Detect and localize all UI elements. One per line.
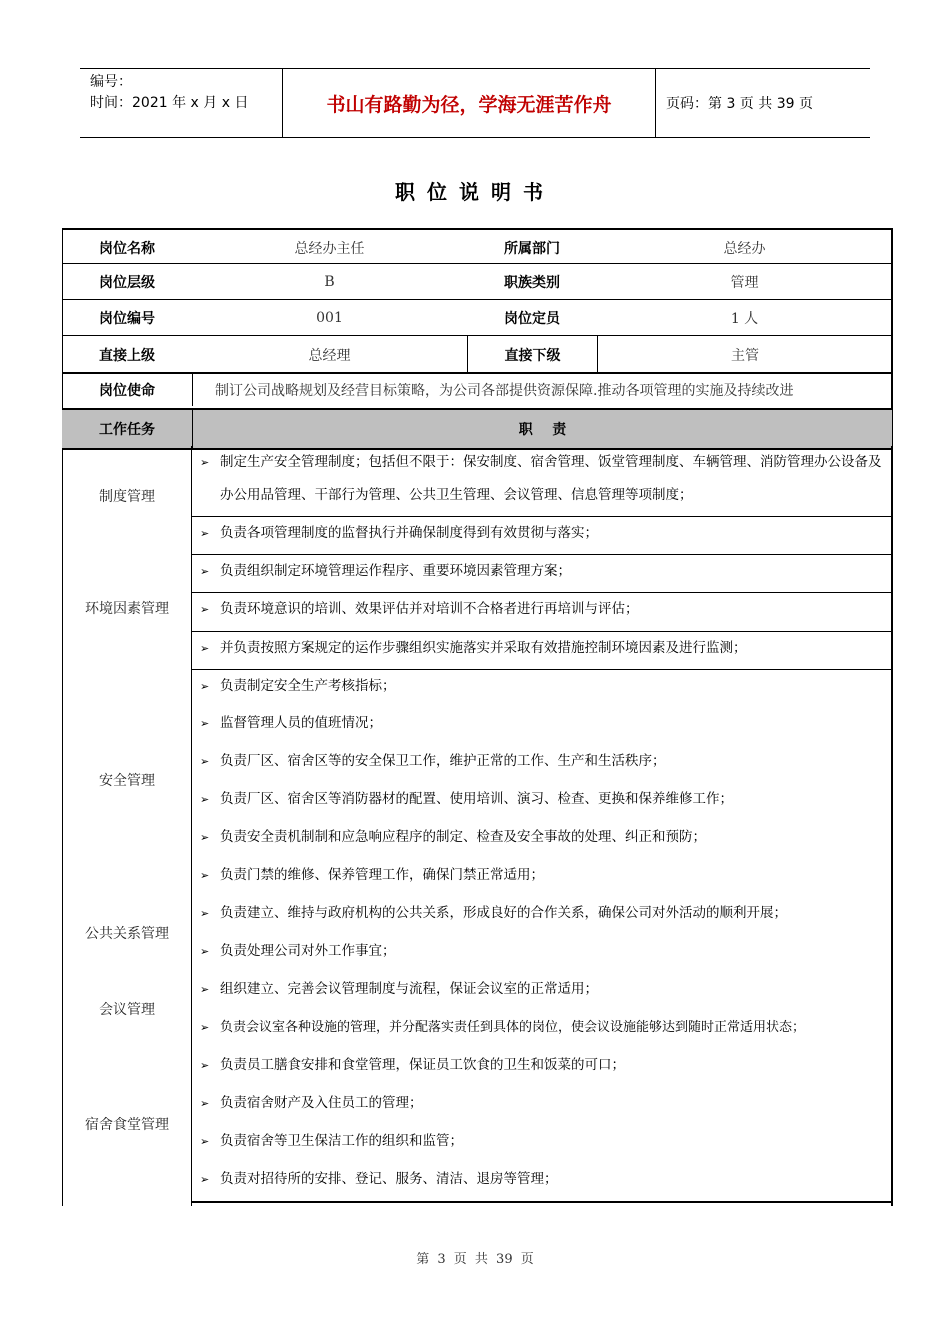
- task-label-dorm-canteen: 宿舍食堂管理: [85, 1117, 169, 1133]
- duty-item: [192, 554, 892, 592]
- arrow-bullet-icon: ➢: [200, 793, 210, 806]
- arrow-bullet-icon: ➢: [200, 603, 210, 616]
- duty-item: [192, 783, 892, 821]
- arrow-bullet-icon: ➢: [200, 1173, 210, 1186]
- page-header: [80, 68, 870, 138]
- value-department: 总经办: [723, 240, 766, 257]
- arrow-bullet-icon: ➢: [200, 869, 210, 882]
- arrow-bullet-icon: ➢: [200, 456, 210, 469]
- value-direct-superior: 总经理: [308, 347, 351, 364]
- label-level: 岗位层级: [99, 275, 155, 291]
- duty-text: 制定生产安全管理制度；包括但不限于：保安制度、宿舍管理、饭堂管理制度、车辆管理、消防管理办公设备及办公用品管理、干部行为管理、公共卫生管理、会议管理、信息管理等项制度；: [220, 454, 882, 503]
- arrow-bullet-icon: ➢: [200, 945, 210, 958]
- mission-row: [62, 372, 892, 406]
- page-footer: 第 3 页 共 39 页: [416, 1252, 534, 1267]
- duty-text: 负责环境意识的培训、效果评估并对培训不合格者进行再培训与评估；: [220, 601, 639, 617]
- label-department: 所属部门: [504, 240, 560, 257]
- task-label-environment: 环境因素管理: [85, 601, 169, 617]
- duty-item: [192, 1087, 892, 1125]
- label-position-code: 岗位编号: [99, 311, 155, 327]
- header-slogan: 书山有路勤为径，学海无涯苦作舟: [282, 69, 656, 137]
- duty-item: [192, 1163, 892, 1203]
- value-mission: 制订公司战略规划及经营目标策略，为公司各部提供资源保障.推动各项管理的实施及持续改进: [192, 374, 892, 406]
- value-direct-subordinate: 主管: [597, 336, 892, 373]
- arrow-bullet-icon: ➢: [200, 831, 210, 844]
- header-duty: 职 责: [192, 410, 892, 448]
- arrow-bullet-icon: ➢: [200, 1059, 210, 1072]
- arrow-bullet-icon: ➢: [200, 1135, 210, 1148]
- arrow-bullet-icon: ➢: [200, 907, 210, 920]
- duty-item: [192, 669, 892, 707]
- info-row-level: [62, 263, 892, 300]
- job-description-table: [62, 228, 892, 1206]
- duty-text: 负责制定安全生产考核指标；: [220, 678, 396, 694]
- duty-item: [192, 631, 892, 669]
- duty-item: [192, 516, 892, 554]
- arrow-bullet-icon: ➢: [200, 680, 210, 693]
- value-position-name: 总经办主任: [294, 240, 365, 257]
- duty-item: [192, 973, 892, 1011]
- duty-item: [192, 1011, 892, 1049]
- duty-item: [192, 935, 892, 973]
- duty-item: [192, 1049, 892, 1087]
- value-headcount: 1 人: [730, 311, 759, 327]
- value-position-code: 001: [316, 310, 343, 326]
- task-label-rules: 制度管理: [99, 489, 155, 505]
- label-job-family: 职族类别: [504, 275, 560, 291]
- duty-item: [192, 821, 892, 859]
- doc-number-label: 编号：: [90, 74, 132, 90]
- duty-text: 并负责按照方案规定的运作步骤组织实施落实并采取有效措施控制环境因素及进行监测；: [220, 640, 747, 656]
- label-direct-superior: 直接上级: [99, 347, 155, 364]
- duty-text: 负责建立、维持与政府机构的公共关系，形成良好的合作关系，确保公司对外活动的顺利开展；: [220, 905, 787, 921]
- arrow-bullet-icon: ➢: [200, 642, 210, 655]
- label-direct-subordinate: 直接下级: [467, 336, 597, 373]
- task-label-public-relations: 公共关系管理: [85, 926, 169, 942]
- task-label-safety: 安全管理: [99, 773, 155, 789]
- duty-item: [192, 859, 892, 897]
- document-title: 职位说明书: [395, 180, 555, 204]
- label-mission: 岗位使命: [99, 383, 155, 399]
- duty-text: 负责会议室各种设施的管理，并分配落实责任到具体的岗位，使会议设施能够达到随时正常适用状态；: [220, 1020, 806, 1035]
- duty-text: 负责门禁的维修、保养管理工作，确保门禁正常适用；: [220, 867, 544, 883]
- info-row-reporting: [62, 335, 892, 373]
- arrow-bullet-icon: ➢: [200, 983, 210, 996]
- duty-text: 负责组织制定环境管理运作程序、重要环境因素管理方案；: [220, 563, 571, 579]
- arrow-bullet-icon: ➢: [200, 527, 210, 540]
- value-job-family: 管理: [730, 275, 759, 291]
- value-level: B: [324, 274, 335, 290]
- duty-text: 负责宿舍财产及入住员工的管理；: [220, 1095, 423, 1111]
- arrow-bullet-icon: ➢: [200, 565, 210, 578]
- duty-item: [192, 745, 892, 783]
- duty-item: [192, 1125, 892, 1163]
- info-row-code: [62, 299, 892, 336]
- duties-header-row: [62, 408, 892, 450]
- header-meta: [90, 72, 248, 114]
- duty-text: 负责对招待所的安排、登记、服务、清洁、退房等管理；: [220, 1171, 558, 1187]
- duty-item: [192, 592, 892, 631]
- duty-text: 负责厂区、宿舍区等的安全保卫工作，维护正常的工作、生产和生活秩序；: [220, 753, 666, 769]
- duty-text: 负责各项管理制度的监督执行并确保制度得到有效贯彻与落实；: [220, 525, 598, 541]
- duty-text: 负责厂区、宿舍区等消防器材的配置、使用培训、演习、检查、更换和保养维修工作；: [220, 791, 733, 807]
- duty-item: [192, 446, 892, 516]
- header-page-info: 页码：第 3 页 共 39 页: [666, 96, 813, 112]
- label-headcount: 岗位定员: [504, 311, 560, 327]
- duty-text: 负责员工膳食安排和食堂管理，保证员工饮食的卫生和饭菜的可口；: [220, 1057, 625, 1073]
- info-row-name: [62, 228, 892, 265]
- header-work-task: 工作任务: [62, 410, 192, 448]
- arrow-bullet-icon: ➢: [200, 755, 210, 768]
- task-label-meeting: 会议管理: [99, 1002, 155, 1018]
- duty-item: [192, 897, 892, 935]
- arrow-bullet-icon: ➢: [200, 1021, 210, 1034]
- duty-text: 负责宿舍等卫生保洁工作的组织和监管；: [220, 1133, 463, 1149]
- arrow-bullet-icon: ➢: [200, 717, 210, 730]
- arrow-bullet-icon: ➢: [200, 1097, 210, 1110]
- duty-text: 负责处理公司对外工作事宜；: [220, 943, 396, 959]
- label-position-name: 岗位名称: [99, 240, 155, 257]
- duty-text: 监督管理人员的值班情况；: [220, 715, 382, 731]
- doc-time-label: 时间：2021 年 x 月 x 日: [90, 95, 249, 111]
- duty-item: [192, 707, 892, 745]
- duty-text: 组织建立、完善会议管理制度与流程，保证会议室的正常适用；: [220, 981, 598, 997]
- duty-text: 负责安全责机制制和应急响应程序的制定、检查及安全事故的处理、纠正和预防；: [220, 829, 706, 845]
